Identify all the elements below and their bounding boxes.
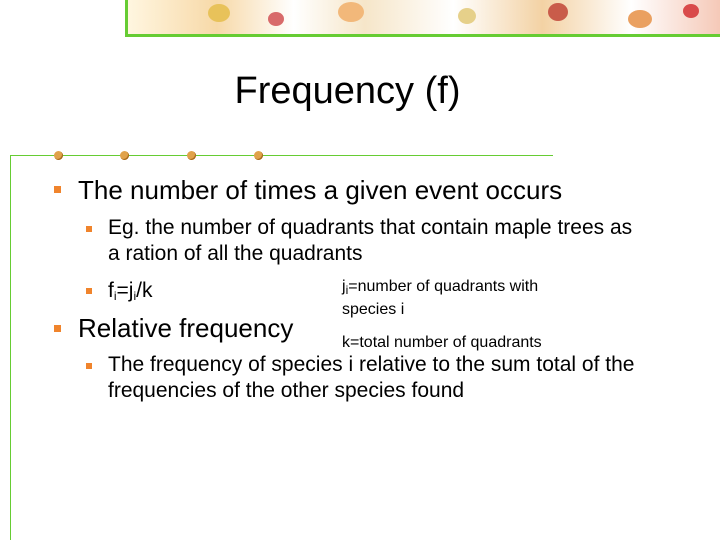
formula-eq: =j [116,279,134,302]
slide-title: Frequency (f) [234,70,461,112]
divider-dot [120,151,129,160]
banner-flower-decoration [268,12,284,26]
annotation-text: =number of quadrants with [348,278,539,295]
banner-flower-decoration [458,8,476,24]
banner-flower-decoration [628,10,652,28]
sub-bullet-marker [86,363,92,369]
divider-dot [54,151,63,160]
formula-sub-i: i [133,289,137,303]
annotation-line2: species i [342,301,405,318]
sub-bullet-text: The frequency of species i relative to the sum total of the frequencies of the other species found [108,353,635,402]
header-banner [125,0,720,37]
annotation-sub-i: i [345,283,349,297]
formula-rest: /k [136,279,153,302]
annotation-line3: k=total number of quadrants [342,334,542,351]
formula-f: f [108,279,114,302]
sub-bullet-marker [86,288,92,294]
annotation-j: j [342,278,346,295]
sub-bullet-marker [86,226,92,232]
bullet-text: Relative frequency [78,313,294,343]
formula-sub-i: i [113,289,117,303]
bullet-marker [54,186,61,193]
title-divider [10,155,553,156]
divider-dot [187,151,196,160]
sub-bullet-text: Eg. the number of quadrants that contain maple trees as a ration of all the quadrants [108,216,633,265]
bullet-text: The number of times a given event occurs [78,175,563,205]
divider-dot [254,151,263,160]
banner-flower-decoration [683,4,699,18]
banner-flower-decoration [208,4,230,22]
banner-flower-decoration [338,2,364,22]
left-border-line [10,155,11,540]
bullet-marker [54,325,61,332]
formula-text [108,278,152,309]
banner-flower-decoration [548,3,568,21]
annotation-line1 [342,277,538,300]
